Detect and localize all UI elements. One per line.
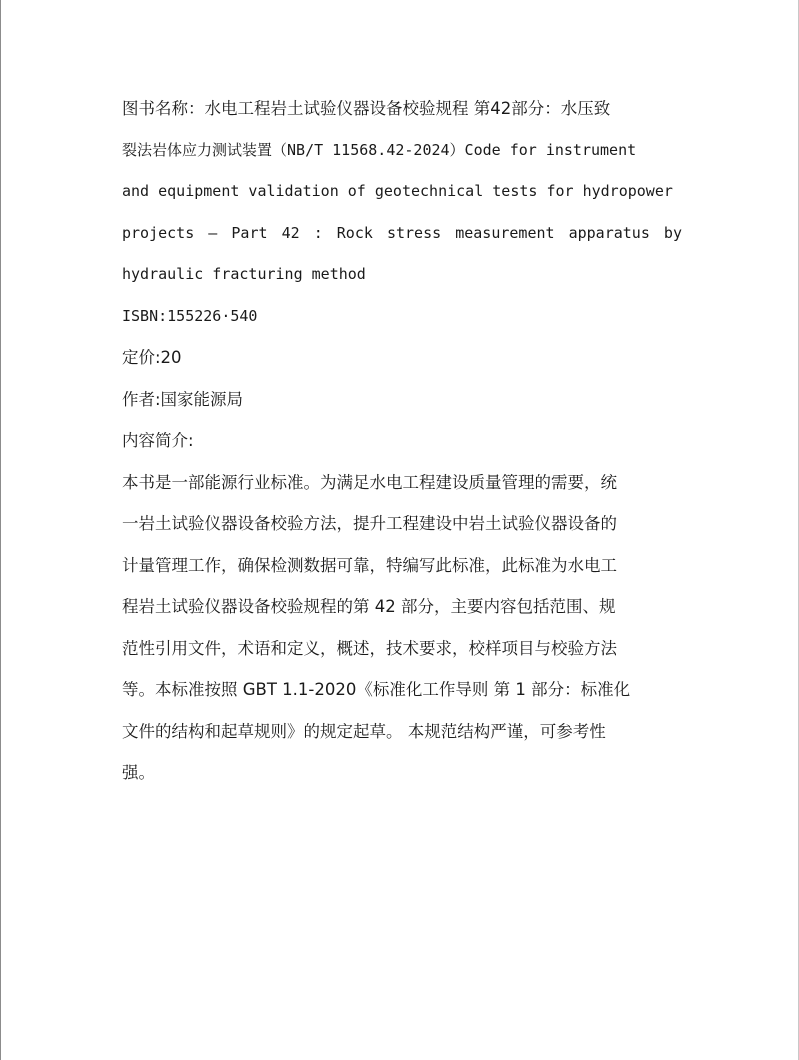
title-line-5: hydraulic fracturing method [122,265,366,283]
summary-line-8: 强。 [122,763,155,782]
isbn-line: ISBN:155226·540 [122,306,258,325]
title-line-3: and equipment validation of geotechnical tests for hydropower [122,182,673,200]
summary-line-5: 范性引用文件，术语和定义，概述，技术要求，校样项目与校验方法 [122,638,617,658]
summary-line-3: 计量管理工作，确保检测数据可靠，特编写此标准，此标准为水电工 [122,555,617,575]
author-line: 作者:国家能源局 [122,389,244,409]
summary-line-2: 一岩土试验仪器设备校验方法，提升工程建设中岩土试验仪器设备的 [122,514,617,533]
price-line: 定价:20 [122,348,182,367]
page-border-left [0,0,1,1060]
document-body [122,88,682,794]
summary-line-4: 程岩土试验仪器设备校验规程的第 42 部分，主要内容包括范围、规 [122,597,616,616]
summary-line-1: 本书是一部能源行业标准。为满足水电工程建设质量管理的需要，统 [122,472,617,492]
title-line-4: projects — Part 42 : Rock stress measurement apparatus by [122,223,682,242]
summary-label: 内容简介: [122,431,194,450]
summary-line-7: 文件的结构和起草规则》的规定起草。 本规范结构严谨，可参考性 [122,721,606,741]
title-line-1: 图书名称：水电工程岩土试验仪器设备校验规程 第42部分：水压致 [122,99,611,118]
title-line-2: 裂法岩体应力测试装置（NB/T 11568.42-2024）Code for instrument [122,140,637,159]
summary-line-6: 等。本标准按照 GBT 1.1-2020《标准化工作导则 第 1 部分：标准化 [122,680,631,699]
